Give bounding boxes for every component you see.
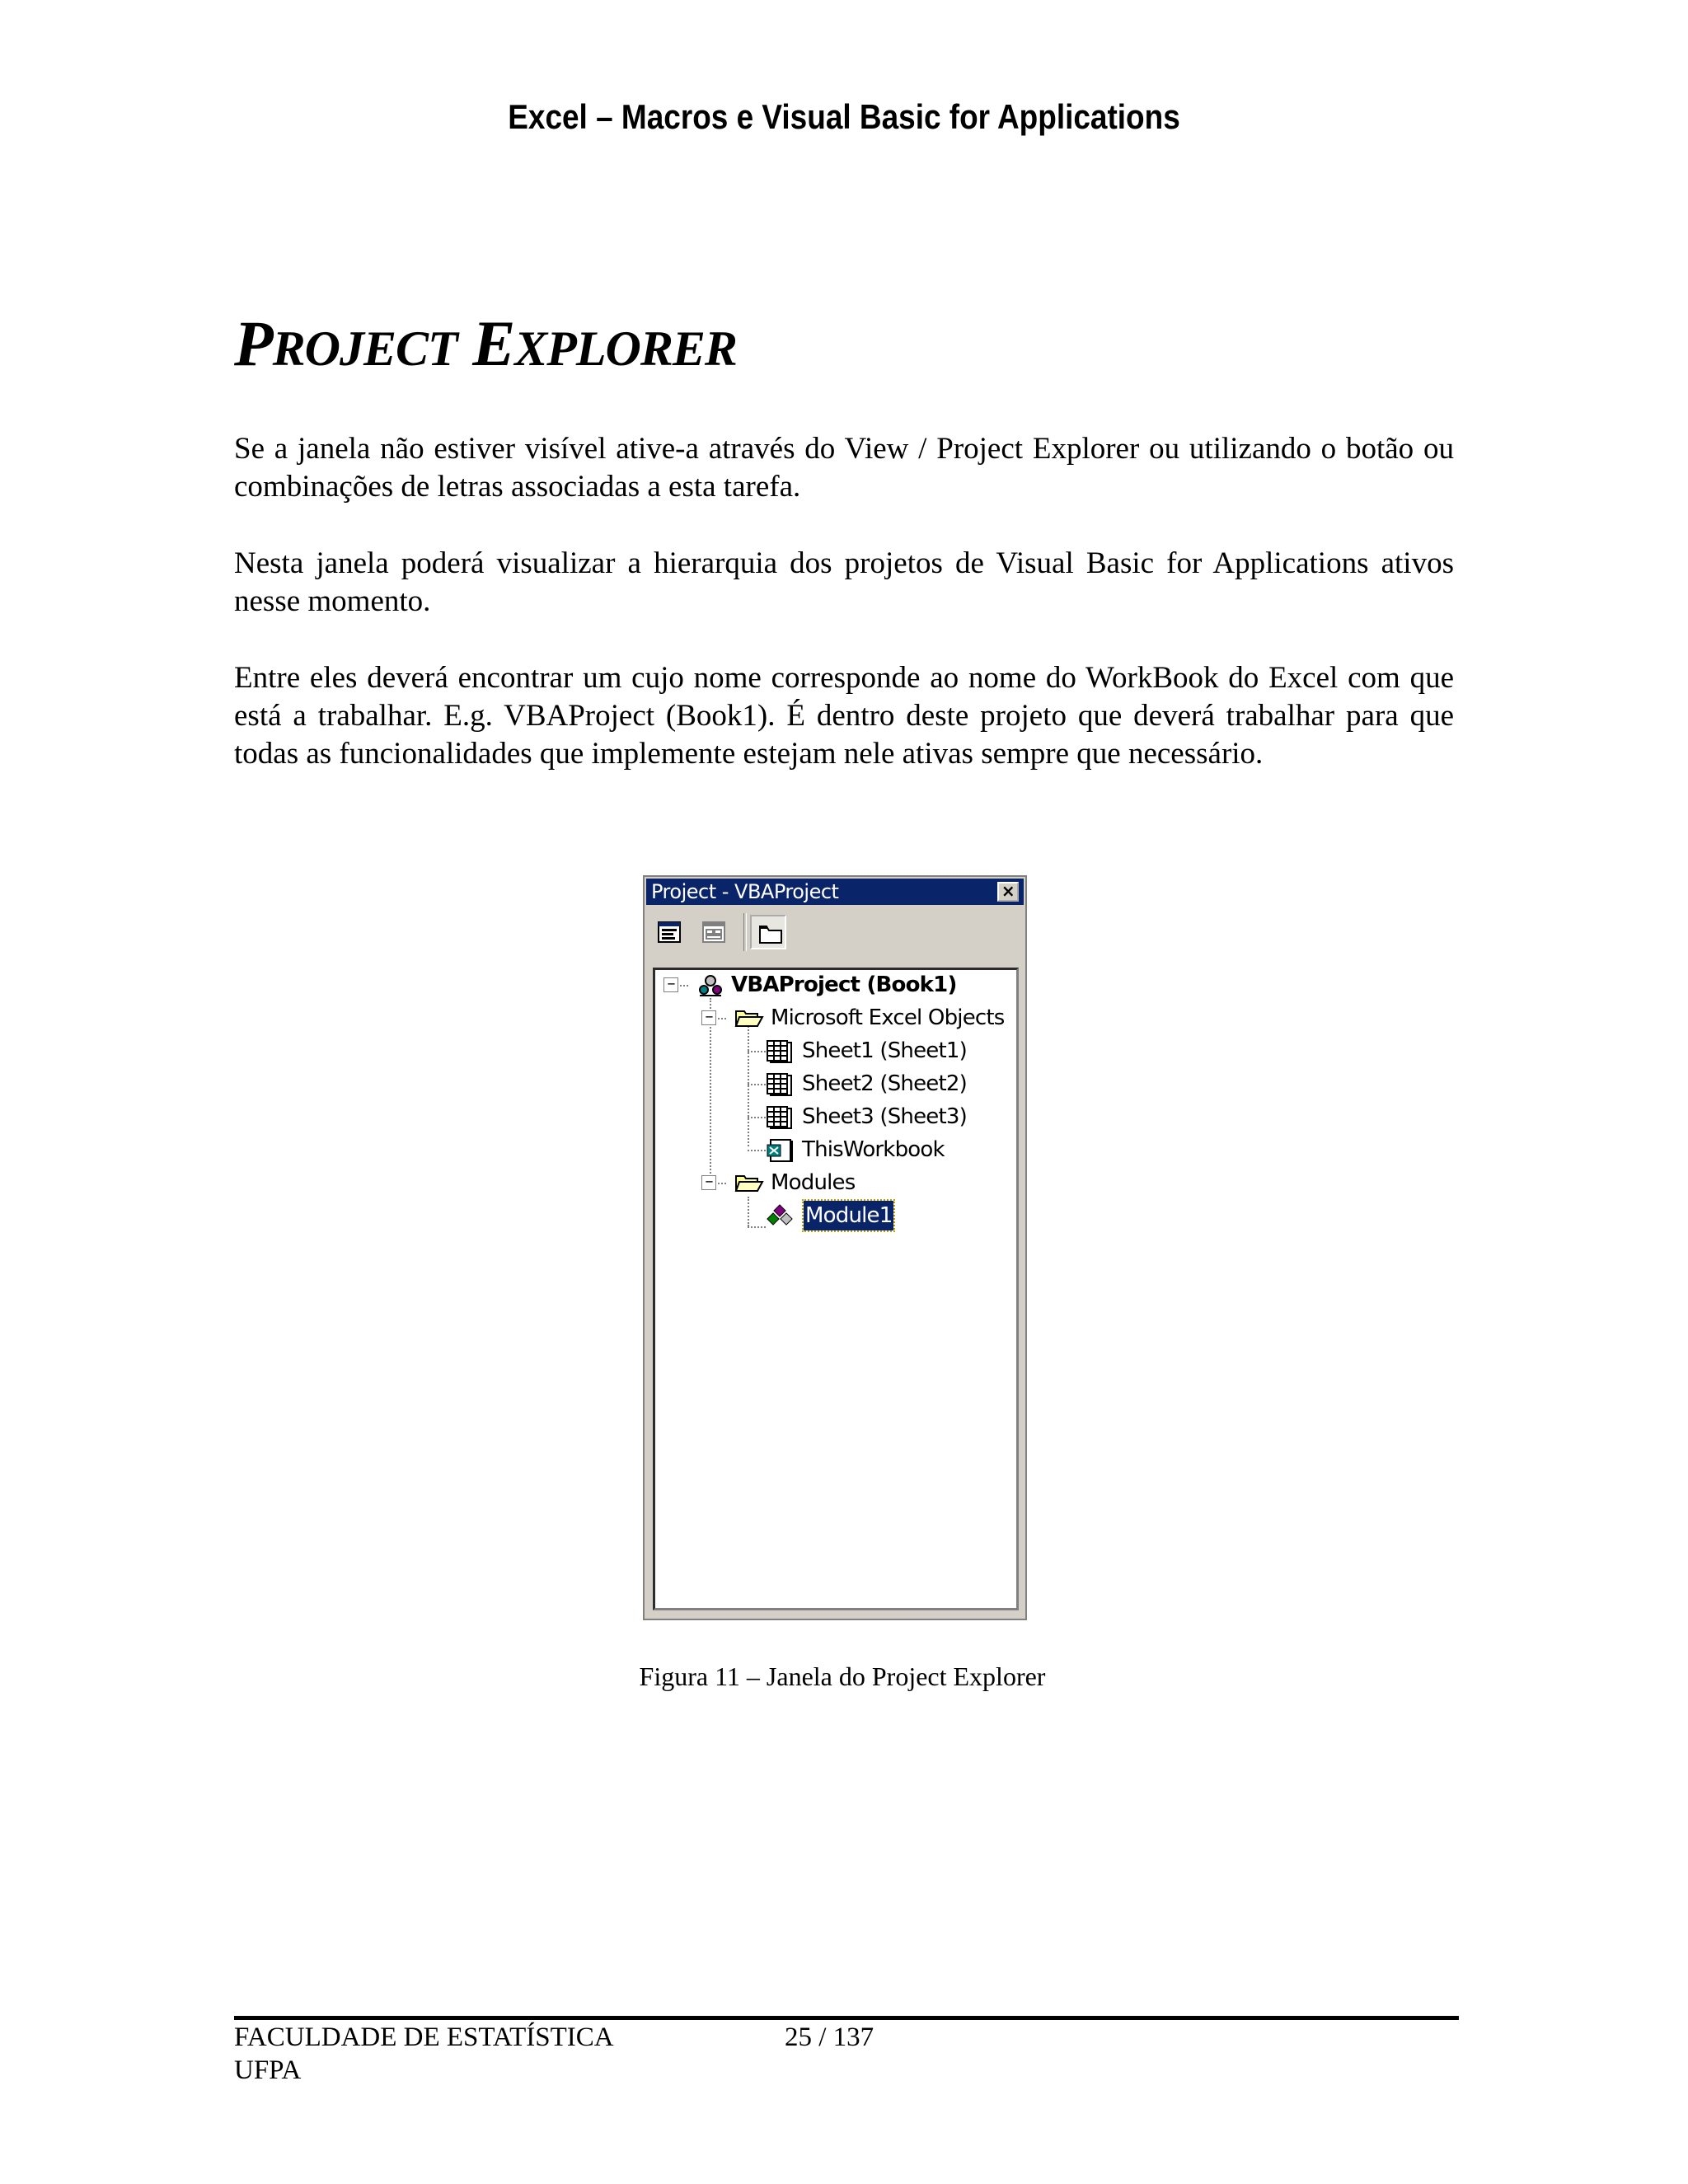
folder-icon: [758, 923, 783, 944]
tree-connector: [748, 1117, 766, 1118]
collapse-toggle[interactable]: −: [663, 977, 678, 992]
paragraph: Se a janela não estiver visível ative-a através do View / Project Explorer ou utilizando o botão ou combinações de letras associadas a esta tarefa.: [234, 432, 1454, 504]
section-title-initial-2: E: [472, 307, 515, 379]
footer-institution-line: UFPA: [234, 2055, 302, 2085]
tree-connector: [748, 1226, 766, 1228]
page-number: 25 / 137: [785, 2022, 874, 2052]
section-title: [234, 307, 737, 381]
tree-connector: [748, 1197, 749, 1226]
open-folder-icon: [734, 1171, 764, 1194]
running-header: Excel – Macros e Visual Basic for Applications: [508, 97, 1180, 136]
project-label: VBAProject (Book1): [731, 972, 957, 997]
tree-connector: [718, 1183, 726, 1184]
view-object-button[interactable]: [696, 915, 732, 949]
module-label: Module1: [804, 1201, 893, 1230]
section-title-rest-2: XPLORER: [514, 321, 737, 376]
open-folder-icon: [734, 1006, 764, 1029]
paragraph: Entre eles deverá encontrar um cujo nome corresponde ao nome do WorkBook do Excel com que está a trabalhar. E.g. VBAProject (Book1). É dentro deste projeto que deverá trabalhar para que todas as funcionalidades que implemente estejam nele ativas sempre que necessário.: [234, 661, 1454, 771]
tree-connector: [710, 998, 711, 1183]
folder-label: Microsoft Excel Objects: [771, 1005, 1005, 1030]
vba-project-icon: [696, 973, 724, 998]
sheet-label: Sheet1 (Sheet1): [802, 1038, 967, 1063]
folder-label: Modules: [771, 1170, 856, 1195]
toolbar-separator: [743, 913, 747, 951]
worksheet-icon: [766, 1105, 794, 1130]
section-title-rest-1: ROJECT: [272, 321, 457, 376]
collapse-toggle[interactable]: −: [701, 1010, 716, 1025]
sheet-label: Sheet2 (Sheet2): [802, 1071, 967, 1096]
close-button[interactable]: ×: [997, 882, 1019, 902]
project-explorer-window: [643, 875, 1027, 1620]
collapse-toggle[interactable]: −: [701, 1175, 716, 1190]
view-code-button[interactable]: [651, 915, 687, 949]
footer-institution-line: FACULDADE DE ESTATÍSTICA: [234, 2022, 614, 2052]
tree-connector: [680, 985, 688, 987]
workbook-label: ThisWorkbook: [802, 1137, 945, 1162]
sheet-label: Sheet3 (Sheet3): [802, 1104, 967, 1129]
window-title: Project - VBAProject: [651, 880, 839, 903]
view-object-icon: [702, 921, 725, 943]
footer-rule: [234, 2016, 1459, 2020]
tree-connector: [748, 1051, 766, 1052]
tree-connector: [748, 1016, 749, 1146]
worksheet-icon: [766, 1072, 794, 1097]
window-toolbar: [646, 908, 1024, 956]
footer-institution: [234, 2021, 614, 2087]
view-code-icon: [658, 921, 681, 943]
tree-connector: [748, 1084, 766, 1085]
figure-caption: Figura 11 – Janela do Project Explorer: [639, 1661, 1046, 1691]
project-tree[interactable]: [653, 968, 1019, 1610]
window-titlebar[interactable]: [646, 879, 1024, 905]
paragraph: Nesta janela poderá visualizar a hierarquia dos projetos de Visual Basic for Applications ativos nesse momento.: [234, 546, 1454, 618]
worksheet-icon: [766, 1039, 794, 1064]
module-icon: [766, 1204, 795, 1229]
section-title-initial-1: P: [234, 307, 273, 379]
tree-connector: [748, 1150, 766, 1151]
tree-connector: [718, 1018, 726, 1019]
toggle-folders-button[interactable]: [750, 915, 786, 949]
workbook-icon: [766, 1138, 794, 1163]
